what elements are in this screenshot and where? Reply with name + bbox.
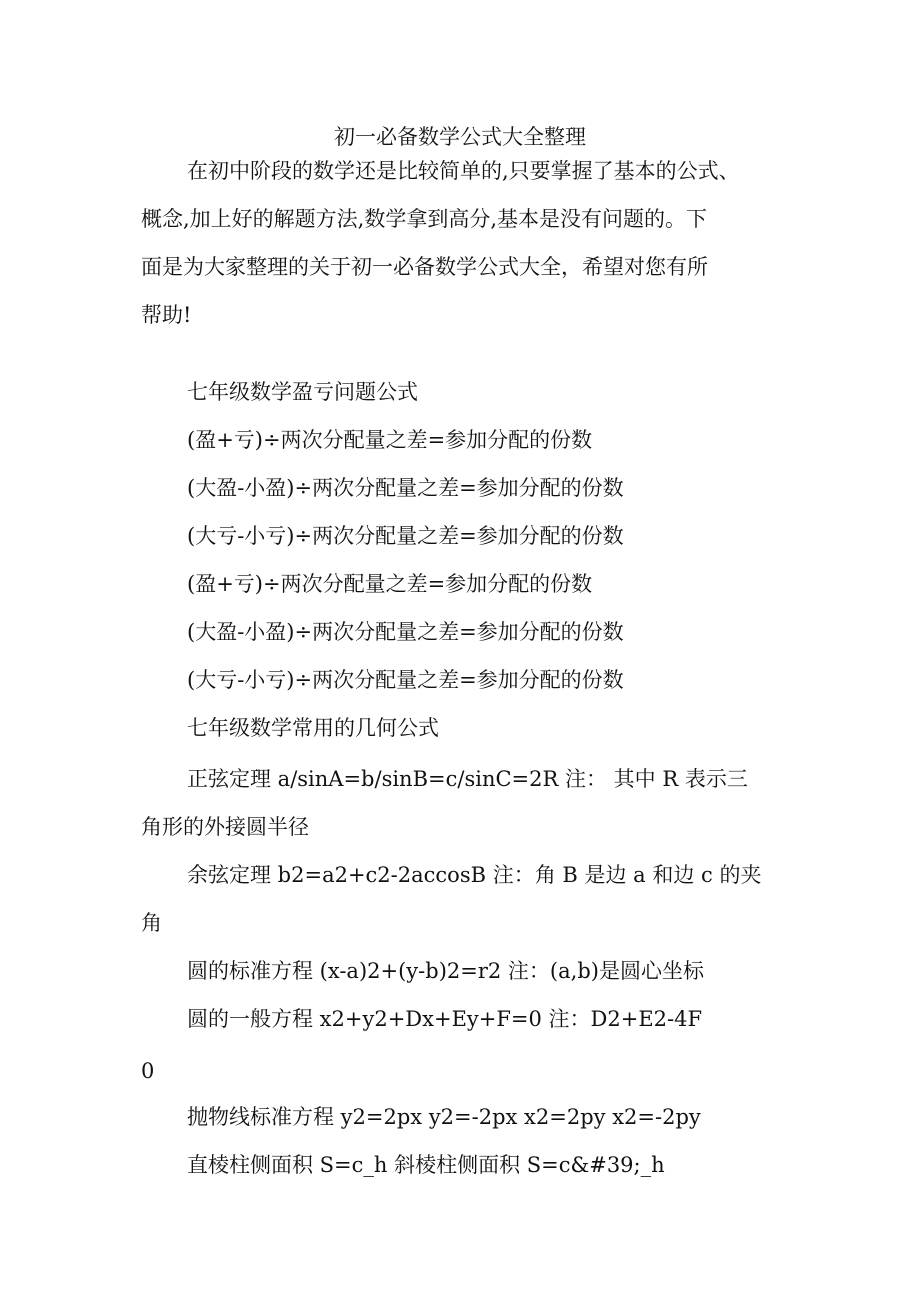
document-title: 初一必备数学公式大全整理: [334, 125, 586, 149]
formula-line: 抛物线标准方程 y2=2px y2=-2px x2=2py x2=-2py: [187, 1105, 701, 1129]
intro-line: 帮助!: [141, 303, 192, 327]
section-heading: 七年级数学盈亏问题公式: [187, 380, 418, 404]
formula-line: (大盈-小盈)÷两次分配量之差=参加分配的份数: [187, 476, 624, 500]
section-heading: 七年级数学常用的几何公式: [187, 716, 439, 740]
intro-line: 在初中阶段的数学还是比较简单的,只要掌握了基本的公式、: [187, 159, 740, 183]
formula-line: 直棱柱侧面积 S=c_h 斜棱柱侧面积 S=c&#39;_h: [187, 1153, 665, 1177]
formula-line: 角: [141, 911, 162, 935]
formula-line: 正弦定理 a/sinA=b/sinB=c/sinC=2R 注： 其中 R 表示三: [187, 767, 748, 791]
formula-line: (大亏-小亏)÷两次分配量之差=参加分配的份数: [187, 668, 624, 692]
formula-line: (大亏-小亏)÷两次分配量之差=参加分配的份数: [187, 524, 624, 548]
formula-line: 余弦定理 b2=a2+c2-2accosB 注：角 B 是边 a 和边 c 的夹: [187, 863, 762, 887]
formula-line: 0: [141, 1059, 155, 1083]
formula-line: 圆的一般方程 x2+y2+Dx+Ey+F=0 注：D2+E2-4F: [187, 1007, 703, 1031]
formula-line: (盈+亏)÷两次分配量之差=参加分配的份数: [187, 572, 593, 596]
formula-line: (盈+亏)÷两次分配量之差=参加分配的份数: [187, 428, 593, 452]
formula-line: 角形的外接圆半径: [141, 815, 309, 839]
intro-line: 面是为大家整理的关于初一必备数学公式大全，希望对您有所: [141, 255, 708, 279]
formula-line: 圆的标准方程 (x-a)2+(y-b)2=r2 注：(a,b)是圆心坐标: [187, 959, 704, 983]
formula-line: (大盈-小盈)÷两次分配量之差=参加分配的份数: [187, 620, 624, 644]
intro-line: 概念,加上好的解题方法,数学拿到高分,基本是没有问题的。下: [141, 207, 708, 231]
